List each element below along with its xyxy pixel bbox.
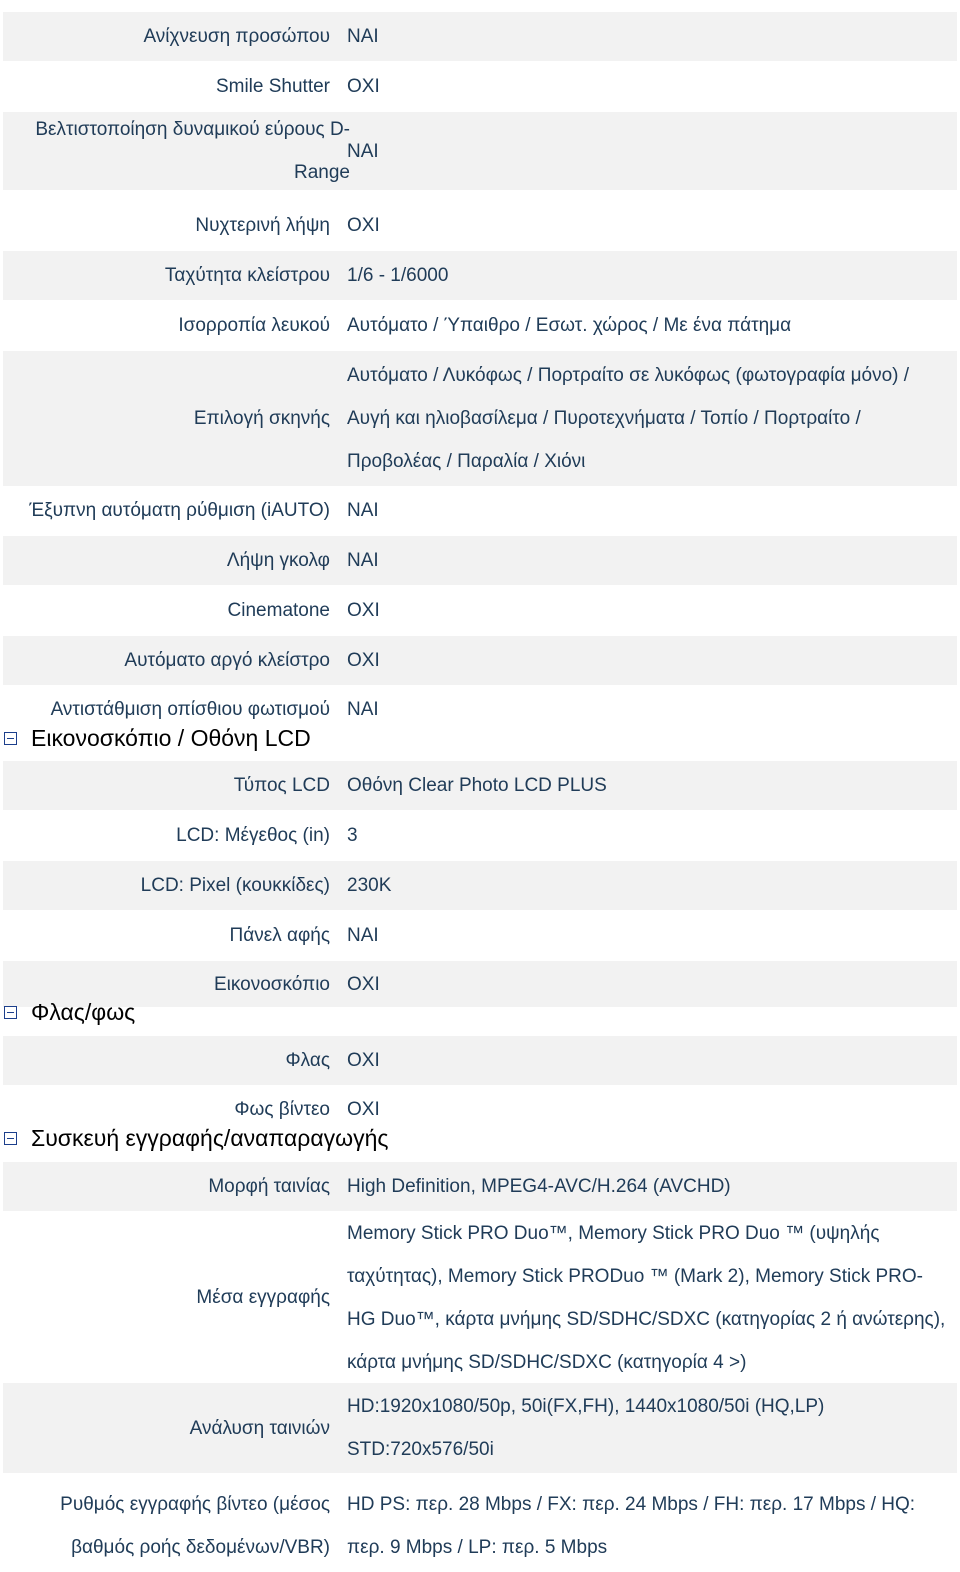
spec-row-movie-resolution [3,1383,957,1473]
section-title: Συσκευή εγγραφής/αναπαραγωγής [31,1124,389,1151]
spec-row-scene-selection [3,351,957,486]
spec-row-smile-shutter [3,62,957,111]
spec-value: 1/6 - 1/6000 [347,265,449,286]
spec-value: Οθόνη Clear Photo LCD PLUS [347,775,607,796]
section-title: Εικονοσκόπιο / Οθόνη LCD [31,724,311,751]
spec-value: Memory Stick PRO Duo™, Memory Stick PRO Duo ™ (υψηλής ταχύτητας), Memory Stick PRODuo ™ (Mark 2), Memory Stick PRO-HG Duo™, κάρτα μνήμης SD/SDHC/SDXC (κατηγορίας 2 ή ανώτερης), κάρτα μνήμης SD/SDHC/SDXC (κατηγορία 4 >) [347,1222,946,1373]
spec-value: ΝΑΙ [347,550,379,571]
spec-label: Επιλογή σκηνής [193,408,330,429]
spec-label: Φως βίντεο [234,1098,330,1120]
spec-label: Βελτιστοποίηση δυναμικού εύρους D-Range [35,119,350,183]
spec-value: ΝΑΙ [347,26,379,47]
spec-label: Ανίχνευση προσώπου [143,26,330,47]
spec-label: LCD: Pixel (κουκκίδες) [140,875,330,896]
spec-row-white-balance [3,301,957,350]
spec-row-lcd-pixels [3,861,957,910]
spec-label: Μέσα εγγραφής [196,1287,330,1308]
spec-label: Φλας [285,1050,330,1071]
spec-label: Ταχύτητα κλείστρου [164,265,330,286]
spec-row-viewfinder [3,961,957,1007]
spec-value: Αυτόματο / Λυκόφως / Πορτραίτο σε λυκόφως (φωτογραφία μόνο) / Αυγή και ηλιοβασίλεμα / Πυροτεχνήματα / Τοπίο / Πορτραίτο / Προβολέας / Παραλία / Χιόνι [347,365,910,472]
spec-label: Cinematone [227,600,330,621]
spec-row-face-detection [3,12,957,61]
spec-value: ΟΧΙ [347,215,380,236]
spec-row-recording-media [3,1212,957,1383]
spec-row-movie-format [3,1162,957,1211]
spec-label: Smile Shutter [215,76,330,97]
collapse-icon[interactable] [4,1132,17,1145]
spec-row-drange [3,112,957,190]
section-header-recorder[interactable] [4,1124,388,1152]
spec-row-lcd-type [3,761,957,810]
spec-value: 230K [347,875,392,896]
spec-label: Ρυθμός εγγραφής βίντεο (μέσος βαθμός ροής δεδομένων/VBR) [60,1494,330,1558]
spec-label: Πάνελ αφής [229,925,330,946]
spec-value: ΟΧΙ [347,1098,380,1120]
spec-label: Μορφή ταινίας [208,1176,330,1197]
spec-value: Αυτόματο / Ύπαιθρο / Εσωτ. χώρος / Με ένα πάτημα [347,315,792,336]
spec-value: HD PS: περ. 28 Mbps / FX: περ. 24 Mbps / FH: περ. 17 Mbps / HQ: περ. 9 Mbps / LP: περ. 5 Mbps [347,1494,916,1558]
spec-value: ΟΧΙ [347,973,380,995]
spec-value: ΝΑΙ [347,698,379,720]
collapse-icon[interactable] [4,732,17,745]
spec-label: LCD: Μέγεθος (in) [176,825,330,846]
spec-value: ΟΧΙ [347,650,380,671]
spec-row-auto-slow-shutter [3,636,957,685]
spec-label: Αυτόματο αργό κλείστρο [124,650,330,671]
section-header-flash[interactable] [4,998,135,1026]
spec-row-golf-shot [3,536,957,585]
spec-label: Ανάλυση ταινιών [189,1417,330,1439]
spec-label: Έξυπνη αυτόματη ρύθμιση (iAUTO) [29,500,330,521]
spec-row-lcd-size [3,811,957,860]
spec-value: HD:1920x1080/50p, 50i(FX,FH), 1440x1080/50i (HQ,LP) STD:720x576/50i [347,1396,825,1460]
spec-label: Αντιστάθμιση οπίσθιου φωτισμού [50,698,330,720]
spec-row-touch-panel [3,911,957,960]
spec-label: Νυχτερινή λήψη [195,215,330,236]
spec-label: Ισορροπία λευκού [178,315,330,336]
spec-row-night-shot [3,201,957,250]
spec-row-shutter-speed [3,251,957,300]
spec-label: Τύπος LCD [233,775,330,796]
section-title: Φλας/φως [31,998,136,1025]
spec-value: 3 [347,825,358,846]
spec-row-flash [3,1036,957,1085]
spec-value: ΟΧΙ [347,600,380,621]
collapse-icon[interactable] [4,1006,17,1019]
spec-value: ΟΧΙ [347,76,380,97]
spec-label: Εικονοσκόπιο [214,973,330,995]
spec-value: ΝΑΙ [347,500,379,521]
spec-value: High Definition, MPEG4-AVC/H.264 (AVCHD) [347,1176,731,1197]
spec-row-video-bitrate [3,1482,957,1570]
section-header-lcd[interactable] [4,724,311,752]
spec-value: ΟΧΙ [347,1050,380,1071]
spec-value: ΝΑΙ [347,925,379,946]
spec-row-cinematone [3,586,957,635]
spec-row-iauto [3,486,957,535]
spec-label: Λήψη γκολφ [226,550,330,571]
spec-value: ΝΑΙ [347,140,379,162]
